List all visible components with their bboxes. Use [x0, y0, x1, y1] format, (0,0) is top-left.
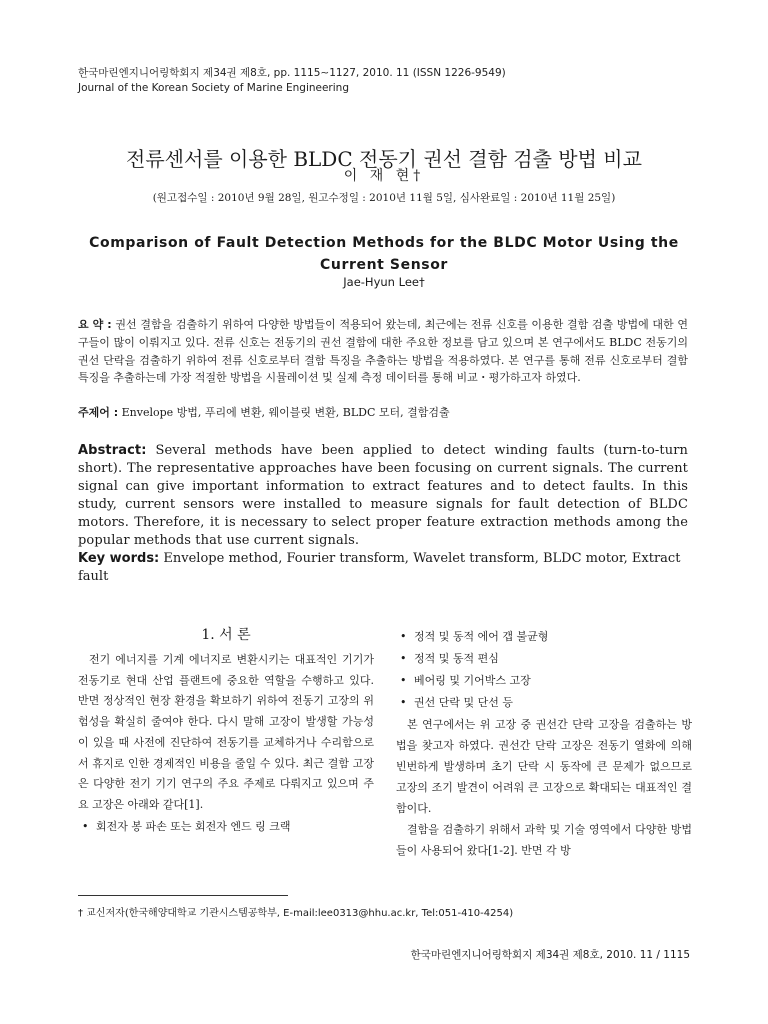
- section-title: 1. 서 론: [201, 627, 251, 643]
- bullet-icon: •: [400, 652, 407, 665]
- list-item: [396, 692, 692, 714]
- keywords-ko-text: Envelope 방법, 푸리에 변환, 웨이블릿 변환, BLDC 모터, 결함검출: [121, 406, 450, 419]
- list-item-text: 권선 단락 및 단선 등: [414, 696, 513, 709]
- page-footer: 한국마린엔지니어링학회지 제34권 제8호, 2010. 11 / 1115: [410, 949, 690, 961]
- bullet-icon: •: [400, 696, 407, 709]
- keywords-en-label: Key words:: [78, 551, 160, 566]
- list-item: [396, 670, 692, 692]
- list-item-text: 정적 및 동적 편심: [414, 652, 499, 665]
- body-column-right: [396, 626, 692, 861]
- abstract-en-text: Several methods have been applied to detect winding faults (turn-to-turn short). The representative approaches have been focusing on current signals. The current signal can give important information to extract features and to detect faults. In this study, current sensors were installed to measure signals for fault detection of BLDC motors. Therefore, it is necessary to select proper feature extraction methods among the popular methods that use current signals.: [78, 443, 689, 548]
- author-en: Jae-Hyun Lee†: [343, 275, 425, 289]
- journal-name-en: Journal of the Korean Society of Marine Engineering: [78, 82, 349, 94]
- body-column-left: [78, 626, 374, 838]
- author-ko: 이 재 현†: [343, 168, 425, 184]
- corresponding-author-footnote: † 교신저자(한국해양대학교 기관시스템공학부, E-mail:lee0313@hhu.ac.kr, Tel:051-410-4254): [78, 908, 514, 919]
- list-item-text: 정적 및 동적 에어 갭 불균형: [414, 630, 549, 643]
- footnote-divider: [78, 895, 288, 896]
- keywords-ko: [78, 404, 688, 421]
- intro-paragraph-2: 본 연구에서는 위 고장 중 권선간 단락 고장을 검출하는 방법을 찾고자 하였다. 권선간 단락 고장은 전동기 열화에 의해 빈번하게 발생하며 초기 단락 시 동작에 큰 문제가 없으므로 고장의 조기 발견이 어려워 큰 고장으로 확대되는 대표적인 결함이다.: [396, 718, 692, 815]
- abstract-en: [78, 442, 688, 550]
- paper-title-en: Comparison of Fault Detection Methods for the BLDC Motor Using the Current Sensor: [89, 235, 679, 273]
- intro-paragraph-3: 결함을 검출하기 위해서 과학 및 기술 영역에서 다양한 방법들이 사용되어 왔다[1-2]. 반면 각 방: [396, 823, 692, 857]
- journal-header: [78, 66, 506, 96]
- journal-citation-ko: 한국마린엔지니어링학회지 제34권 제8호, pp. 1115∼1127, 2010. 11 (ISSN 1226-9549): [78, 67, 506, 79]
- list-item: [396, 626, 692, 648]
- abstract-en-label: Abstract:: [78, 443, 147, 458]
- list-item-text: 베어링 및 기어박스 고장: [414, 674, 531, 687]
- intro-paragraph-1: 전기 에너지를 기계 에너지로 변환시키는 대표적인 기기가 전동기로 현대 산업 플랜트에 중요한 역할을 수행하고 있다. 반면 정상적인 현장 환경을 확보하기 위하여 전동기 고장의 위험성을 확실히 줄여야 한다. 다시 말해 고장이 발생할 가능성이 있을 때 사전에 진단하여 전동기를 교체하거나 수리함으로서 휴지로 인한 경제적인 비용을 줄일 수 있다. 최근 결함 고장은 다양한 전기 기기 연구의 주요 주제로 다뤄지고 있으며 주요 고장은 아래와 같다[1].: [78, 653, 374, 811]
- bullet-icon: •: [82, 819, 89, 833]
- list-item: [78, 816, 374, 838]
- submission-dates: (원고접수일 : 2010년 9월 28일, 원고수정일 : 2010년 11월 5일, 심사완료일 : 2010년 11월 25일): [152, 192, 616, 204]
- list-item-text: 회전자 봉 파손 또는 회전자 엔드 링 크랙: [96, 819, 291, 833]
- bullet-icon: •: [400, 674, 407, 687]
- keywords-en-text: Envelope method, Fourier transform, Wavelet transform, BLDC motor, Extract fault: [78, 551, 681, 584]
- bullet-icon: •: [400, 630, 407, 643]
- list-item: [396, 648, 692, 670]
- paper-title-ko: 전류센서를 이용한 BLDC 전동기 권선 결함 검출 방법 비교: [126, 147, 642, 171]
- keywords-en: [78, 550, 688, 586]
- keywords-ko-label: 주제어 :: [78, 406, 119, 419]
- abstract-ko: [78, 316, 688, 387]
- abstract-ko-label: 요 약 :: [78, 318, 112, 331]
- abstract-ko-text: 권선 결함을 검출하기 위하여 다양한 방법들이 적용되어 왔는데, 최근에는 전류 신호를 이용한 결함 검출 방법에 대한 연구들이 많이 이뤄지고 있다. 전류 신호는 전동기의 권선 결함에 대한 주요한 정보를 담고 있으며 본 연구에서도 BLDC 전동기의 권선 단락을 검출하기 위하여 전류 신호로부터 결함 특징을 추출하는 방법을 적용하였다. 본 연구를 통해 전류 신호로부터 결함 특징을 추출하는데 가장 적절한 방법을 시뮬레이션 및 실제 측정 데이터를 통해 비교・평가하고자 하였다.: [78, 318, 688, 385]
